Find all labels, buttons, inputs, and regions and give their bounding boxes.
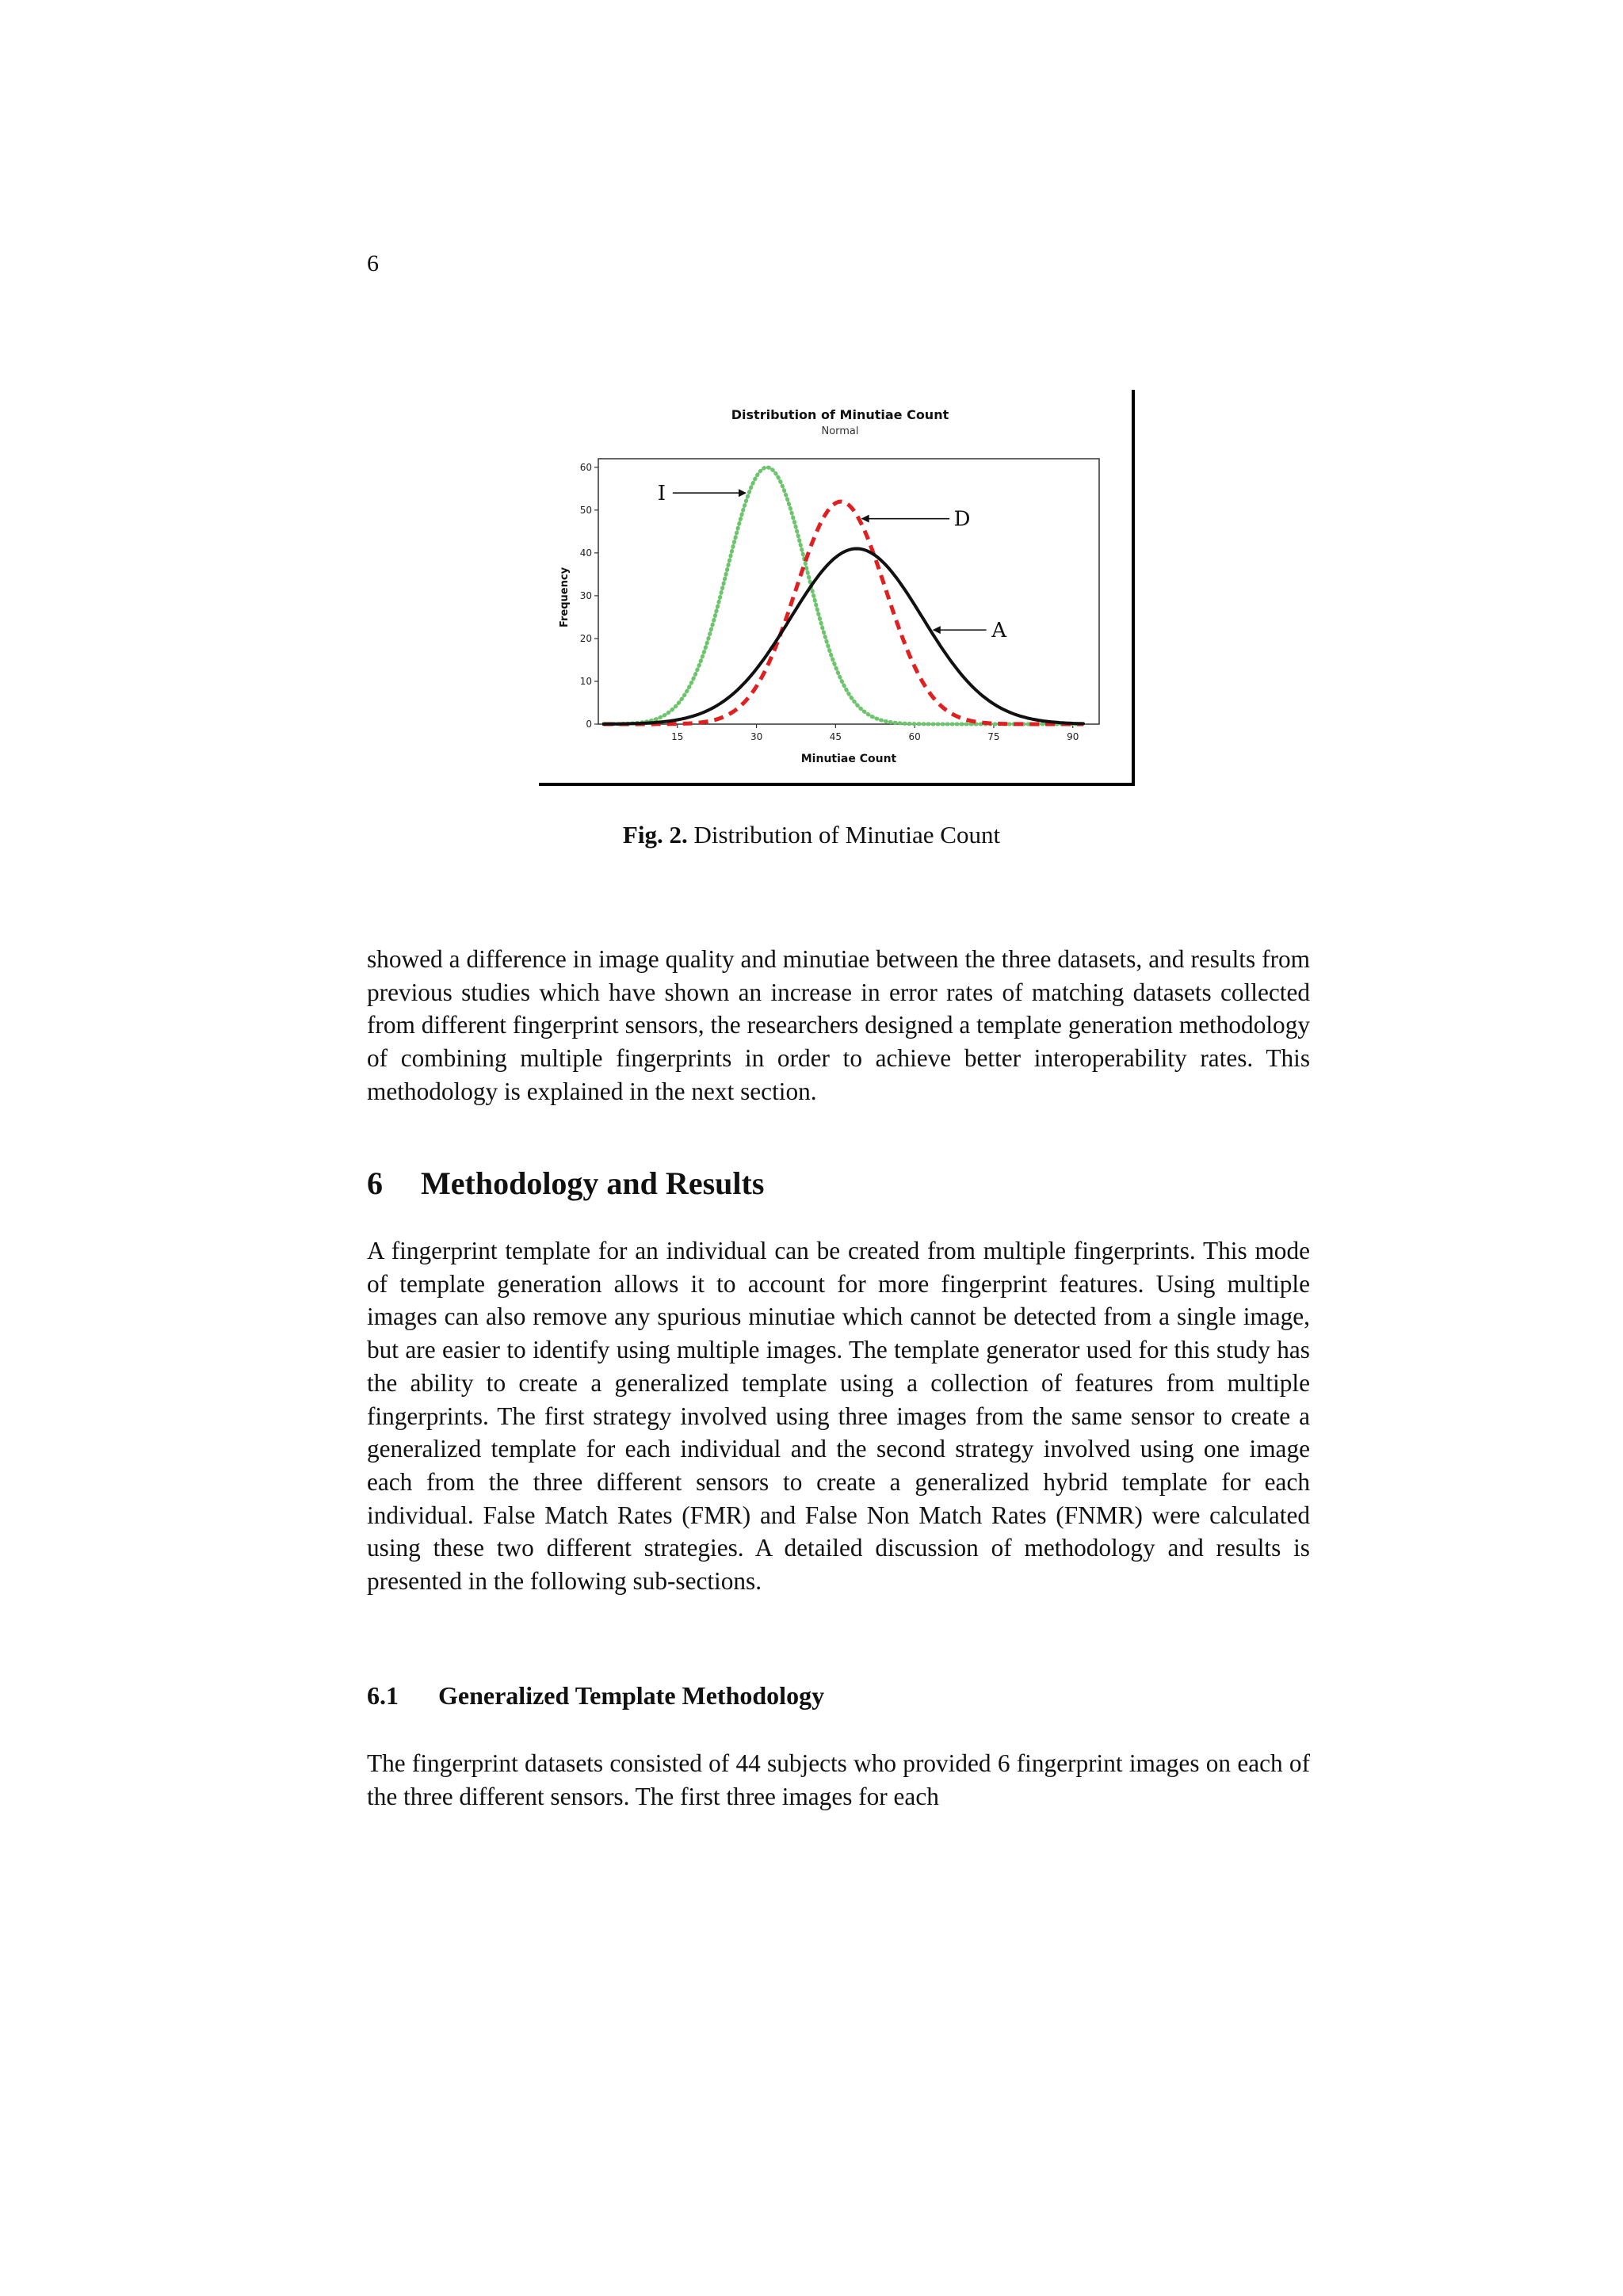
y-tick-label: 50 (579, 504, 592, 516)
annotation-arrowhead-I (739, 489, 747, 497)
x-tick-label: 90 (1067, 731, 1079, 742)
y-tick-label: 40 (579, 547, 592, 559)
y-axis-label: Frequency (559, 566, 571, 628)
y-tick-label: 60 (579, 461, 592, 473)
series-label-D: D (953, 507, 971, 532)
x-tick-label: 30 (750, 731, 763, 742)
paragraph-2: A fingerprint template for an individual can be created from multiple fingerprints. This mode of template generation allows it to account for more fingerprint features. Using multiple images can also remove any spurious minutiae which cannot be detected from a single image, but are easier to identify using multiple images. The template generator used for this study has the ability to create a generalized template using a collection of features from multiple fingerprints. The first strategy involved using three images from the same sensor to create a generalized template for each individual and the second strategy involved using one image each from the three different sensors to create a generalized hybrid template for each individual. False Match Rates (FMR) and False Non Match Rates (FNMR) were calculated using these two different strategies. A detailed discussion of methodology and results is presented in the following sub-sections. (367, 1237, 1310, 1596)
paragraph-3: The fingerprint datasets consisted of 44 subjects who provided 6 fingerprint images on each of the three different sensors. The first three images for each (367, 1749, 1310, 1810)
plot-area-border (598, 459, 1099, 724)
paragraph-1: showed a difference in image quality and minutiae between the three datasets, and results from previous studies which have shown an increase in error rates of matching datasets collected from different fingerprint sensors, the researchers designed a template generation methodology of combining multiple fingerprints in order to achieve better interoperability rates. This methodology is explained in the next section. (367, 945, 1310, 1105)
x-tick-label: 75 (987, 731, 1000, 742)
figure-caption-label: Fig. 2. (622, 821, 688, 849)
y-tick-label: 0 (586, 719, 592, 730)
figure-caption-text: Distribution of Minutiae Count (693, 821, 1001, 849)
x-tick-label: 15 (671, 731, 684, 742)
figure-caption (0, 821, 1623, 849)
subsection-number: 6.1 (367, 1681, 399, 1710)
page-number: 6 (367, 250, 379, 277)
section-number: 6 (367, 1165, 383, 1201)
series-line-I (604, 467, 1083, 724)
figure-minutiae-distribution (539, 390, 1141, 794)
y-tick-label: 30 (579, 589, 592, 601)
x-tick-label: 60 (908, 731, 921, 742)
subsection-title: Generalized Template Methodology (438, 1681, 825, 1710)
series-label-I: I (657, 482, 666, 506)
section-title: Methodology and Results (421, 1165, 765, 1201)
y-tick-label: 10 (579, 675, 592, 687)
chart-title: Distribution of Minutiae Count (731, 407, 949, 422)
series-line-D (604, 502, 1083, 724)
x-tick-label: 45 (829, 731, 842, 742)
series-line-A (604, 549, 1083, 724)
section-heading (367, 1165, 764, 1202)
subsection-heading (367, 1681, 824, 1711)
x-axis-label: Minutiae Count (800, 753, 897, 765)
series-label-A: A (991, 619, 1006, 643)
minutiae-distribution-chart (539, 390, 1141, 794)
chart-subtitle: Normal (821, 425, 859, 437)
y-tick-label: 20 (579, 632, 592, 644)
